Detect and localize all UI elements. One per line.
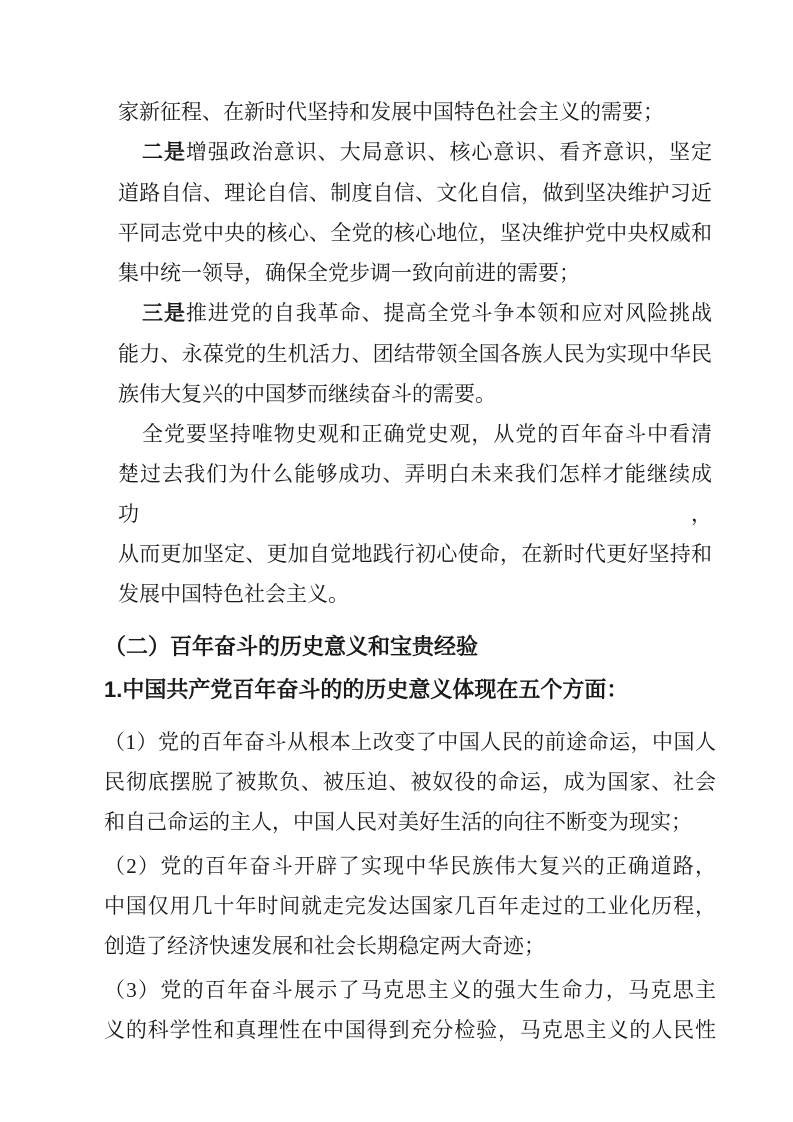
text-segment: 推进党的自我革命、提高全党斗争本领和应对风险挑战 (185, 301, 712, 325)
text-line (104, 762, 716, 802)
text-segment: 能力、永葆党的生机活力、团结带领全国各族人民为实现中华民 (118, 342, 712, 366)
text-segment: 从而更加坚定、更加自觉地践行初心使命，在新时代更好坚持和 (118, 542, 712, 566)
bold-run-in: 三是 (142, 302, 186, 325)
text-line (104, 802, 716, 842)
text-segment: 全党要坚持唯物史观和正确党史观，从党的百年奋斗中看清 (142, 422, 712, 446)
text-line (104, 414, 716, 454)
text-segment: 家新征程、在新时代坚持和发展中国特色社会主义的需要； (118, 100, 664, 124)
text-line (104, 846, 716, 886)
heading-point-one (104, 670, 716, 710)
text-line (104, 132, 716, 173)
text-line (104, 926, 716, 966)
text-segment: 族伟大复兴的中国梦而继续奋斗的需要。 (118, 382, 496, 406)
para-san-shi (104, 293, 716, 414)
text-line (104, 213, 716, 253)
text-line (104, 293, 716, 334)
text-segment: 集中统一领导，确保全党步调一致向前进的需要； (118, 261, 580, 285)
para-quandang (104, 414, 716, 614)
para-er-shi (104, 132, 716, 293)
text-segment: 道路自信、理论自信、制度自信、文化自信，做到坚决维护习近 (118, 181, 712, 205)
text-segment: 增强政治意识、大局意识、核心意识、看齐意识，坚定 (185, 140, 712, 164)
para-item-1 (104, 722, 716, 842)
text-line (104, 454, 716, 534)
text-line (104, 173, 716, 213)
heading-section-two (104, 627, 716, 667)
para-item-3 (104, 970, 716, 1050)
text-line (104, 670, 716, 710)
text-segment: 楚过去我们为什么能够成功、弄明白未来我们怎样才能继续成功， (118, 462, 712, 526)
text-segment: （1）党的百年奋斗从根本上改变了中国人民的前途命运，中国人 (104, 730, 716, 754)
text-line (104, 722, 716, 762)
text-line (104, 334, 716, 374)
text-segment: 义的科学性和真理性在中国得到充分检验，马克思主义的人民性 (104, 1018, 716, 1042)
text-line (104, 627, 716, 667)
text-line (104, 970, 716, 1010)
text-line (104, 886, 716, 926)
bold-run-in: （二）百年奋斗的历史意义和宝贵经验 (104, 634, 479, 659)
text-segment: 民彻底摆脱了被欺负、被压迫、被奴役的命运，成为国家、社会 (104, 770, 716, 794)
para-continuation (104, 92, 716, 132)
text-line (104, 574, 716, 614)
text-segment: 平同志党中央的核心、全党的核心地位，坚决维护党中央权威和 (118, 221, 712, 245)
text-line (104, 374, 716, 414)
text-line (104, 253, 716, 293)
bold-run-in: 二是 (142, 141, 186, 164)
para-item-2 (104, 846, 716, 966)
document-content (104, 92, 716, 1050)
text-line (104, 1010, 716, 1050)
bold-run-in: 1.中国共产党百年奋斗的的历史意义体现在五个方面： (104, 677, 629, 702)
text-segment: （3）党的百年奋斗展示了马克思主义的强大生命力，马克思主 (104, 978, 716, 1002)
text-segment: （2）党的百年奋斗开辟了实现中华民族伟大复兴的正确道路， (104, 854, 716, 878)
text-segment: 中国仅用几十年时间就走完发达国家几百年走过的工业化历程， (104, 894, 716, 918)
text-segment: 和自己命运的主人，中国人民对美好生活的向往不断变为现实； (104, 810, 692, 834)
text-line (104, 92, 716, 132)
text-segment: 创造了经济快速发展和社会长期稳定两大奇迹； (104, 934, 545, 958)
text-segment: 发展中国特色社会主义。 (118, 582, 349, 606)
text-line (104, 534, 716, 574)
